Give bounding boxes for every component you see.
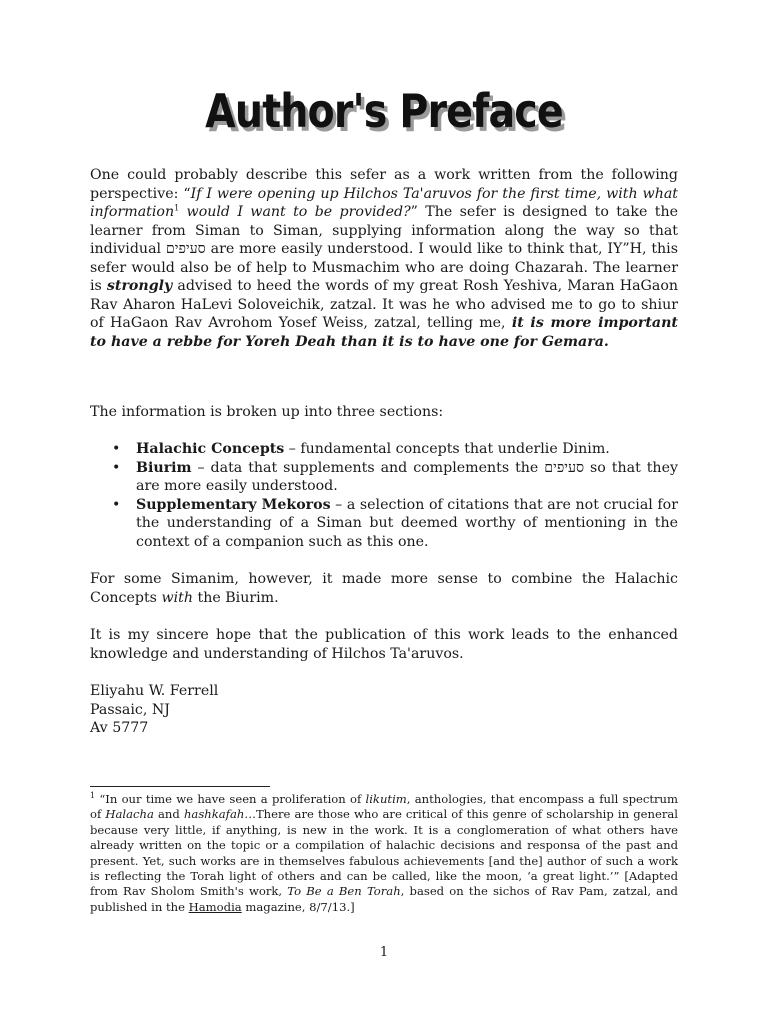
list-item: • Supplementary Mekoros – a selection of citations that are not crucial for the understanding of a Siman but deemed worthy of mentioning in the context of a companion such as this one.: [90, 496, 678, 552]
hamodia-link[interactable]: Hamodia: [188, 899, 242, 914]
combine-paragraph: For some Simanim, however, it made more sense to combine the Halachic Concepts with the Biurim.: [90, 571, 678, 606]
author-name: Eliyahu W. Ferrell: [90, 683, 219, 699]
page-title: Author's Preface: [205, 84, 563, 138]
footnote-reference[interactable]: 1: [174, 203, 180, 213]
sections-intro: The information is broken up into three sections:: [90, 404, 444, 420]
list-item: • Biurim – data that supplements and complements the סעיפים so that they are more easily understood.: [90, 459, 678, 496]
sections-list: [90, 440, 678, 551]
list-item: • Halachic Concepts – fundamental concepts that underlie Dinim.: [90, 440, 678, 459]
intro-paragraph: One could probably describe this sefer as a work written from the following perspective: “If I were opening up Hilchos Ta'aruvos for the first time, with what information$^1$ would I want to be provided?” The sefer is designed to take the learner from Siman to Siman, supplying information along the way so that individual סעיפים are more easily understood. I would like to think that, IY”H, this sefer would also be of help to Musmachim who are doing Chazarah. The learner is strongly advised to heed the words of my great Rosh Yeshiva, Maran HaGaon Rav Aharon HaLevi Soloveichik, zatzal. It was he who advised me to go to shiur of HaGaon Rav Avrohom Yosef Weiss, zatzal, telling me, it is more important to have a rebbe for Yoreh Deah than it is to have one for Gemara.: [90, 167, 679, 350]
signature-block: [90, 682, 678, 738]
footnote-divider: [90, 786, 270, 787]
footnote-mark: 1: [90, 791, 96, 801]
page-number: 1: [379, 945, 389, 960]
hope-paragraph: It is my sincere hope that the publication of this work leads to the enhanced knowledge and understanding of Hilchos Ta'aruvos.: [90, 627, 678, 662]
footnote: $^1$ “In our time we have seen a proliferation of likutim, anthologies, that encompass a full spectrum of Halacha and hashkafah…There are those who are critical of this genre of scholarship in general because very little, if anything, is new in the work. It is a conglomeration of what others have already written on the topic or a compilation of halachic decisions and responsa of the past and present. Yet, such works are in themselves fabulous achievements [and the] author of such a work is reflecting the Torah light of others and can be called, like the moon, ‘a great light.’” [Adapted from Rav Sholom Smith's work, To Be a Ben Torah, based on the sichos of Rav Pam, zatzal, and published in the Hamodia magazine, 8/7/13.]: [90, 791, 679, 914]
author-location: Passaic, NJ: [90, 701, 170, 718]
preface-date: Av 5777: [90, 720, 149, 736]
